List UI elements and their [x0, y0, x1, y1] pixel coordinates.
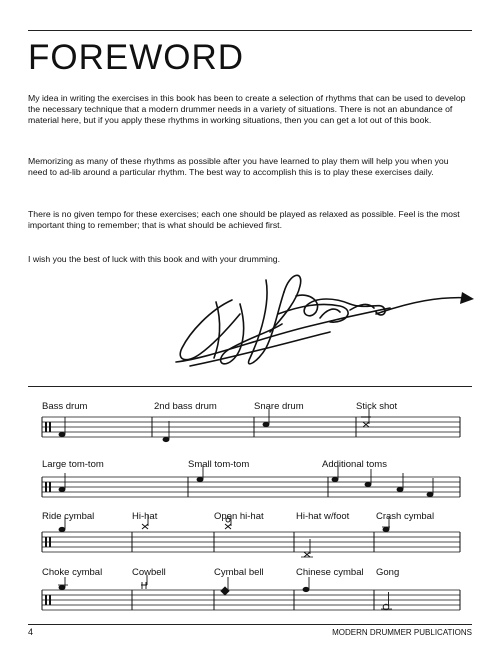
note-choke-cymbal	[58, 577, 68, 590]
label-hi-hat: Hi-hat	[132, 511, 158, 522]
label-large-tom-tom: Large tom-tom	[42, 459, 104, 470]
staff-row-4	[42, 590, 460, 610]
staff-row-2	[42, 477, 460, 497]
label-snare-drum: Snare drum	[254, 401, 304, 412]
label-cowbell: Cowbell	[132, 567, 166, 578]
paragraph-1: My idea in writing the exercises in this book has been to create a selection of rhythms that can be used to develop the necessary technique that a modern drummer needs in a variety of situations. There is not an abundance of material here, but if you apply these rhythms in working situations, then you can get a lot out of this book.	[28, 93, 466, 125]
label-open-hi-hat: Open hi-hat	[214, 511, 264, 522]
label-gong: Gong	[376, 567, 400, 578]
label-2nd-bass-drum: 2nd bass drum	[154, 401, 217, 412]
paragraph-4: I wish you the best of luck with this book and with your drumming.	[28, 254, 281, 264]
note-chinese-cymbal	[303, 577, 309, 592]
label-choke-cymbal: Choke cymbal	[42, 567, 103, 578]
section-rule	[28, 386, 472, 387]
notation-legend	[28, 395, 472, 625]
label-ride-cymbal: Ride cymbal	[42, 511, 95, 522]
label-chinese-cymbal: Chinese cymbal	[296, 567, 364, 578]
page-title: FOREWORD	[28, 38, 245, 77]
staff-row-1	[42, 417, 460, 437]
paragraph-2: Memorizing as many of these rhythms as possible after you have learned to play them will help you when you need to ad-lib around a particular rhythm. The best way to accomplish this is to play these exercises daily.	[28, 156, 449, 177]
label-stick-shot: Stick shot	[356, 401, 398, 412]
paragraph-3: There is no given tempo for these exercises; each one should be played as relaxed as possible. Feel is the most important thing to remember; that is what should be achieved first.	[28, 209, 460, 230]
note-2nd-bass-drum	[163, 421, 169, 442]
label-cymbal-bell: Cymbal bell	[214, 567, 264, 578]
staff-row-3	[42, 532, 460, 552]
label-small-tom-tom: Small tom-tom	[188, 459, 250, 470]
signature-image	[170, 262, 480, 380]
label-additional-toms: Additional toms	[322, 459, 387, 470]
label-crash-cymbal: Crash cymbal	[376, 511, 435, 522]
top-rule	[28, 30, 472, 31]
label-hi-hat-w-foot: Hi-hat w/foot	[296, 511, 350, 522]
note-cymbal-bell	[221, 577, 229, 595]
publisher-name: MODERN DRUMMER PUBLICATIONS	[332, 628, 472, 637]
page-number: 4	[28, 627, 34, 637]
label-bass-drum: Bass drum	[42, 401, 88, 412]
footer-rule	[28, 624, 472, 625]
